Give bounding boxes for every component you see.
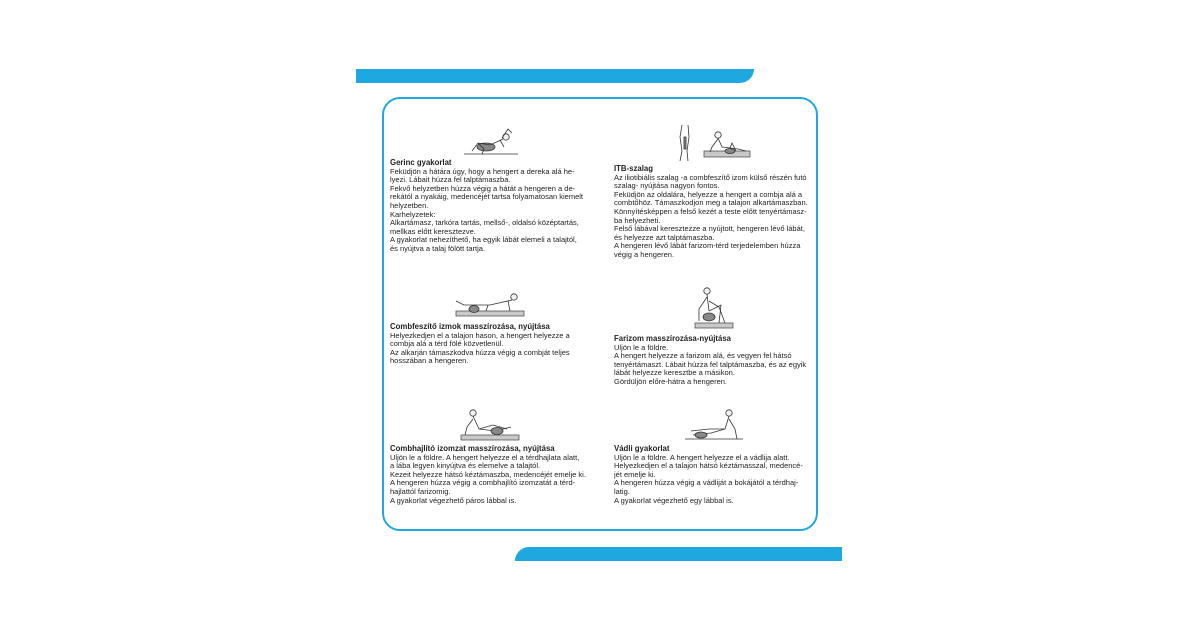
exercise-text-line: Feküdjön a hátára úgy, hogy a hengert a dereka alá he- xyxy=(390,167,575,176)
hamstring-icon xyxy=(455,407,525,443)
exercise-text-line: végig a hengeren. xyxy=(614,250,675,259)
exercise-title: Vádli gyakorlat xyxy=(614,444,670,453)
quadriceps-icon xyxy=(450,285,530,321)
itb-band-icon xyxy=(674,123,754,163)
exercise-text-line: szalag- nyújtása nagyon fontos. xyxy=(614,182,720,191)
exercise-text-line: és helyezze azt talptámaszba. xyxy=(614,233,715,242)
exercise-text-line: A hengeren lévő lábát farizom-térd terjedelemben húzza xyxy=(614,242,801,251)
exercise-text-line: A gyakorlat végezhető egy lábbal is. xyxy=(614,496,734,505)
exercise-calf xyxy=(614,407,814,505)
exercise-text-line: Üljön le a földre. A hengert helyezze el a vádlija alatt. xyxy=(614,453,790,462)
exercise-title: Gerinc gyakorlat xyxy=(390,158,452,167)
exercise-text-line: tenyértámaszt. Lábait húzza fel talptámaszba, és az egyik xyxy=(614,360,807,369)
exercise-text-line: Gördüljön előre-hátra a hengeren. xyxy=(614,377,727,386)
exercise-text-line: Kezeit helyezze hátsó kéztámaszba, medencéjét emelje ki. xyxy=(390,470,586,479)
exercise-text-line: helyzetben. xyxy=(390,201,429,210)
exercise-text-line: Üljön le a földre. A hengert helyezze el a térdhajlata alatt, xyxy=(390,453,580,462)
exercise-text-line: A hengeren húzza végig a combhajlító izomzatát a térd- xyxy=(390,479,576,488)
exercise-text-line: Karhelyzetek: xyxy=(390,210,436,219)
exercise-text-line: A gyakorlat végezhető páros lábbal is. xyxy=(390,496,517,505)
exercise-text-line: jét emelje ki. xyxy=(614,470,656,479)
top-accent-band xyxy=(356,69,754,83)
exercise-title: ITB-szalag xyxy=(614,164,653,173)
exercise-text-line: Üljön le a földre. xyxy=(614,343,669,352)
exercise-text-line: Feküdjön az oldalára, helyezze a hengert a combja alá a xyxy=(614,190,803,199)
exercise-text-line: Fekvő helyzetben húzza végig a hátát a hengeren a de- xyxy=(390,184,576,193)
exercise-text-line: Felső lábával keresztezze a nyújtott, hengeren lévő lábát, xyxy=(614,225,805,234)
instruction-panel xyxy=(382,97,818,531)
bottom-accent-band xyxy=(515,547,842,561)
exercise-title: Farizom masszírozása-nyújtása xyxy=(614,334,731,343)
exercise-text-line: lábát helyezze keresztbe a másikon. xyxy=(614,369,735,378)
glute-icon xyxy=(689,285,739,333)
exercise-spine xyxy=(390,123,590,254)
exercise-text-line: Alkartámasz, tarkóra tartás, mellső-, oldalsó középtartás, xyxy=(390,219,579,228)
exercise-text-line: Az iliotibiális szalag -a combfeszítő izom külső részén futó xyxy=(614,173,807,182)
exercise-text-line: hajlattól farizomig. xyxy=(390,487,451,496)
exercise-text-line: mellkas előtt keresztezve. xyxy=(390,227,476,236)
exercise-text-line: Az alkarján támaszkodva húzza végig a combját teljes xyxy=(390,348,570,357)
exercise-text-line: Helyezkedjen el a talajon hason, a hengert helyezze a xyxy=(390,331,570,340)
exercise-text-line: A hengeren húzza végig a vádliját a bokájától a térdhaj- xyxy=(614,479,799,488)
spine-exercise-icon xyxy=(458,123,522,157)
exercise-text-line: rekától a nyakáig, medencéjét tartsa folyamatosan kiemelt xyxy=(390,193,584,202)
exercise-text-line: combtőhöz. Támaszkodjon meg a talajon alkartámaszban. xyxy=(614,199,808,208)
exercise-text-line: latig. xyxy=(614,487,630,496)
exercise-text-line: lyezi. Lábait húzza fel talptámaszba. xyxy=(390,176,511,185)
exercise-text-line: ba helyezheti. xyxy=(614,216,661,225)
exercise-text-line: hosszában a hengeren. xyxy=(390,357,469,366)
exercise-text-line: Helyezkedjen el a talajon hátsó kéztámasszal, medencé- xyxy=(614,462,803,471)
exercise-text-line: A hengert helyezze a farizom alá, és vegyen fel hátsó xyxy=(614,352,792,361)
exercise-quadriceps xyxy=(390,285,590,366)
exercise-text-line: Könnyítésképpen a felső kezét a teste előtt tenyértámasz- xyxy=(614,207,807,216)
exercise-text-line: combja alá a térd fölé közvetlenül. xyxy=(390,340,504,349)
exercise-text-line: és nyújtva a talaj fölött tartja. xyxy=(390,244,486,253)
exercise-glute xyxy=(614,285,814,387)
exercise-hamstring xyxy=(390,407,590,505)
exercise-itb xyxy=(614,123,814,260)
exercise-title: Combfeszítő izmok masszírozása, nyújtása xyxy=(390,322,550,331)
exercise-text-line: A gyakorlat nehezíthető, ha egyik lábát elemeli a talajtól, xyxy=(390,236,577,245)
exercise-title: Combhajlító izomzat masszírozása, nyújtása xyxy=(390,444,555,453)
exercise-text-line: a lába legyen kinyújtva és elemelve a talajtól. xyxy=(390,462,541,471)
calf-icon xyxy=(681,407,747,443)
